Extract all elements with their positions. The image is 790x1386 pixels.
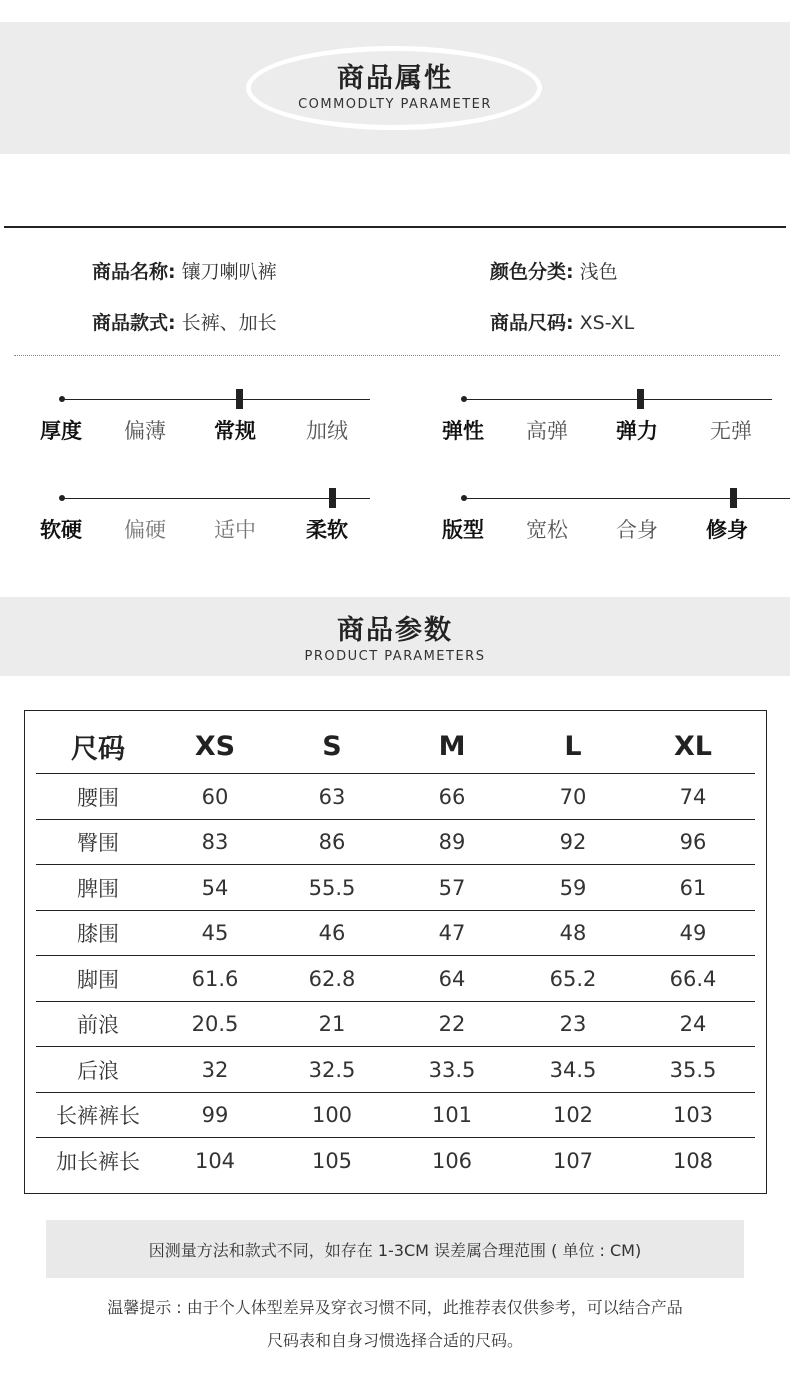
slider-option: 无弹	[710, 419, 752, 443]
table-row	[36, 865, 755, 911]
attributes-subtitle: COMMODLTY PARAMETER	[298, 97, 492, 112]
table-cell: 57	[438, 875, 466, 900]
slider-category: 软硬	[40, 518, 82, 542]
slider-track	[62, 399, 370, 400]
info-style	[92, 308, 277, 335]
table-row	[36, 1093, 755, 1139]
table-cell: 35.5	[669, 1057, 717, 1082]
table-cell: 34.5	[549, 1057, 597, 1082]
table-row	[36, 1002, 755, 1048]
table-cell: 105	[311, 1148, 353, 1173]
slider-option-selected: 弹力	[616, 419, 658, 443]
table-cell: 104	[194, 1148, 236, 1173]
measurement-note: 因测量方法和款式不同，如存在 1-3CM 误差属合理范围 ( 单位 : CM)	[46, 1220, 744, 1278]
table-row	[36, 1138, 755, 1184]
table-cell: 100	[311, 1103, 353, 1128]
table-cell: 21	[318, 1012, 346, 1037]
table-cell: 107	[552, 1148, 594, 1173]
table-cell: 64	[438, 966, 466, 991]
slider-track	[62, 498, 370, 499]
info-product-name	[92, 257, 277, 284]
info-color-value: 浅色	[579, 261, 618, 283]
table-header-cell: M	[438, 730, 466, 762]
info-color-key: 颜色分类:	[490, 261, 574, 283]
table-header-cell: S	[322, 730, 342, 762]
slider-category: 弹性	[442, 419, 484, 443]
table-cell: 49	[679, 921, 707, 946]
slider-option: 偏薄	[124, 419, 166, 443]
table-cell: 61.6	[191, 966, 239, 991]
table-cell: 65.2	[549, 966, 597, 991]
table-header-cell: 尺码	[71, 733, 125, 765]
table-cell: 45	[201, 921, 229, 946]
slider-marker	[637, 389, 644, 409]
info-name-key: 商品名称:	[92, 261, 176, 283]
table-cell: 32	[201, 1057, 229, 1082]
table-cell: 32.5	[308, 1057, 356, 1082]
table-cell: 74	[679, 784, 707, 809]
slider-track	[464, 399, 772, 400]
slider-option: 高弹	[526, 419, 568, 443]
table-row	[36, 774, 755, 820]
tip-line-2: 尺码表和自身习惯选择合适的尺码。	[266, 1331, 523, 1350]
table-row	[36, 1047, 755, 1093]
table-row-label: 长裤裤长	[56, 1104, 140, 1129]
divider-solid	[4, 226, 786, 228]
info-size-key: 商品尺码:	[490, 312, 574, 334]
slider-option-selected: 修身	[706, 518, 748, 542]
attributes-title: 商品属性	[337, 63, 453, 94]
tip-line-1: 温馨提示 : 由于个人体型差异及穿衣习惯不同，此推荐表仅供参考，可以结合产品	[107, 1298, 683, 1317]
table-cell: 46	[318, 921, 346, 946]
table-cell: 59	[559, 875, 587, 900]
slider-option: 偏硬	[124, 518, 166, 542]
table-cell: 106	[431, 1148, 473, 1173]
table-header-cell: XS	[194, 730, 236, 762]
info-size-value: XS-XL	[579, 312, 635, 334]
slider-option-selected: 常规	[214, 419, 256, 443]
table-cell: 33.5	[428, 1057, 476, 1082]
table-cell: 101	[431, 1103, 473, 1128]
info-color	[490, 257, 618, 284]
table-row-label: 脾围	[77, 876, 119, 901]
table-cell: 20.5	[191, 1012, 239, 1037]
slider-option: 宽松	[526, 518, 568, 542]
table-cell: 66	[438, 784, 466, 809]
slider-category: 厚度	[40, 419, 82, 443]
table-cell: 89	[438, 830, 466, 855]
slider-category: 版型	[442, 518, 484, 542]
table-cell: 61	[679, 875, 707, 900]
table-cell: 102	[552, 1103, 594, 1128]
table-cell: 24	[679, 1012, 707, 1037]
params-subtitle: PRODUCT PARAMETERS	[304, 649, 486, 664]
table-cell: 48	[559, 921, 587, 946]
table-cell: 83	[201, 830, 229, 855]
table-header-row	[36, 718, 755, 774]
table-cell: 47	[438, 921, 466, 946]
table-cell: 103	[672, 1103, 714, 1128]
table-header-cell: XL	[673, 730, 713, 762]
slider-option-selected: 柔软	[306, 518, 348, 542]
table-cell: 99	[201, 1103, 229, 1128]
table-row	[36, 956, 755, 1002]
slider-marker	[730, 488, 737, 508]
table-cell: 60	[201, 784, 229, 809]
table-cell: 54	[201, 875, 229, 900]
table-row	[36, 820, 755, 866]
table-row-label: 腰围	[77, 785, 119, 810]
slider-marker	[236, 389, 243, 409]
slider-option: 适中	[214, 518, 256, 542]
table-row-label: 后浪	[77, 1058, 119, 1083]
params-title: 商品参数	[337, 615, 453, 646]
table-row-label: 加长裤长	[56, 1149, 140, 1174]
table-cell: 92	[559, 830, 587, 855]
table-cell: 62.8	[308, 966, 356, 991]
table-row-label: 膝围	[77, 922, 119, 947]
slider-option: 合身	[616, 518, 658, 542]
table-cell: 70	[559, 784, 587, 809]
info-size	[490, 308, 634, 335]
info-name-value: 镶刀喇叭裤	[181, 261, 277, 283]
table-row-label: 脚围	[77, 967, 119, 992]
table-cell: 23	[559, 1012, 587, 1037]
table-row-label: 前浪	[77, 1013, 119, 1038]
table-cell: 55.5	[308, 875, 356, 900]
table-cell: 108	[672, 1148, 714, 1173]
table-row	[36, 911, 755, 957]
info-style-value: 长裤、加长	[181, 312, 277, 334]
table-header-cell: L	[564, 730, 582, 762]
slider-track	[464, 498, 790, 499]
table-cell: 22	[438, 1012, 466, 1037]
table-cell: 86	[318, 830, 346, 855]
table-cell: 63	[318, 784, 346, 809]
table-row-label: 臀围	[77, 831, 119, 856]
slider-option: 加绒	[306, 419, 348, 443]
table-cell: 66.4	[669, 966, 717, 991]
table-cell: 96	[679, 830, 707, 855]
slider-marker	[329, 488, 336, 508]
info-style-key: 商品款式:	[92, 312, 176, 334]
divider-dotted	[14, 355, 780, 356]
